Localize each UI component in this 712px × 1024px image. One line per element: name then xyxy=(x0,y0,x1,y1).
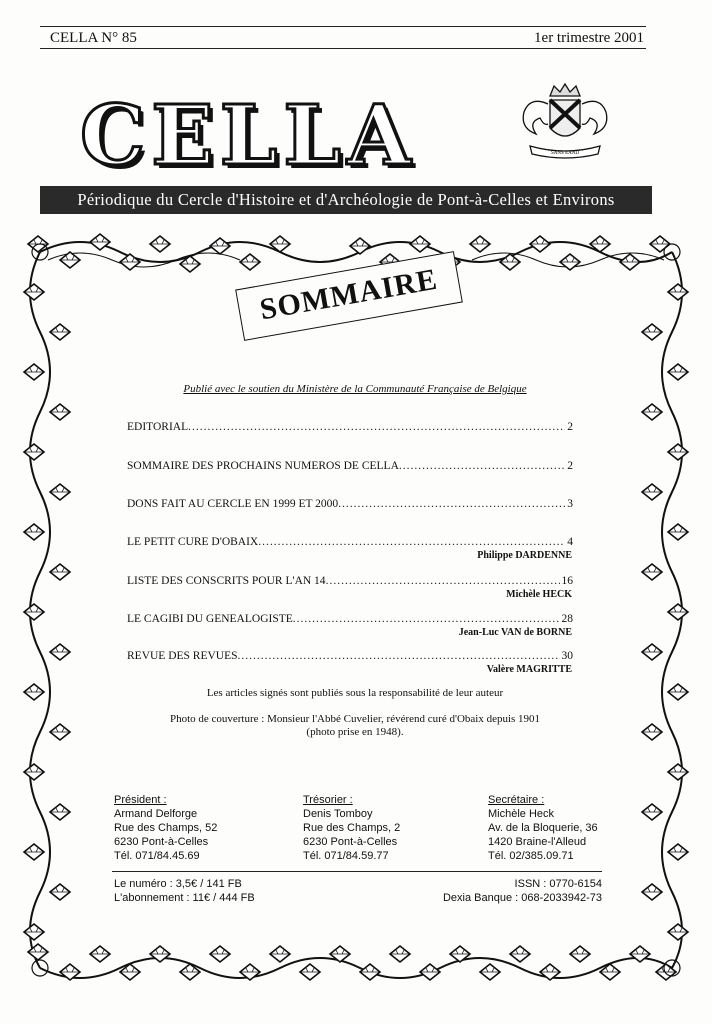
contact-president xyxy=(114,793,217,863)
header-rule xyxy=(40,48,646,49)
issn: ISSN : 0770-6154 xyxy=(514,878,602,890)
toc-page: 2 xyxy=(567,460,573,472)
ivy-frame-border xyxy=(20,232,692,988)
contact-city: 1420 Braine-l'Alleud xyxy=(488,836,587,848)
toc-entry xyxy=(127,613,573,625)
periodical-subtitle-band: Périodique du Cercle d'Histoire et d'Archéologie de Pont-à-Celles et Environs xyxy=(40,186,652,214)
contact-phone: Tél. 071/84.45.69 xyxy=(114,850,200,862)
responsibility-note: Les articles signés sont publiés sous la responsabilité de leur auteur xyxy=(206,687,504,699)
publication-identifiers xyxy=(443,877,602,905)
toc-entry xyxy=(127,575,573,587)
contact-street: Rue des Champs, 2 xyxy=(303,822,401,834)
toc-entry xyxy=(127,650,573,662)
toc-title: LISTE DES CONSCRITS POUR L'AN 14 xyxy=(127,575,326,587)
contact-name: Armand Delforge xyxy=(114,808,198,820)
contact-secretary xyxy=(488,793,598,863)
toc-title: LE PETIT CURE D'OBAIX xyxy=(127,536,259,548)
toc-author: Philippe DARDENNE xyxy=(477,550,572,561)
issue-date: 1er trimestre 2001 xyxy=(534,30,644,46)
toc-page: 30 xyxy=(561,650,573,662)
toc-page: 4 xyxy=(567,536,573,548)
issue-number: CELLA N° 85 xyxy=(50,30,137,46)
toc-author: Jean-Luc VAN de BORNE xyxy=(458,627,572,638)
toc-author: Michèle HECK xyxy=(506,589,572,600)
contact-name: Denis Tomboy xyxy=(303,808,373,820)
sommaire-stamp-text: SOMMAIRE xyxy=(257,262,441,327)
toc-title: REVUE DES REVUES xyxy=(127,650,238,662)
contact-role: Trésorier : xyxy=(303,794,353,806)
contact-role: Secrétaire : xyxy=(488,794,545,806)
toc-title: DONS FAIT AU CERCLE EN 1999 ET 2000 xyxy=(127,498,339,510)
coat-of-arms-icon xyxy=(510,82,620,166)
bank-account: Dexia Banque : 068-2033942-73 xyxy=(442,892,602,904)
toc-page: 16 xyxy=(561,575,573,587)
toc-title: SOMMAIRE DES PROCHAINS NUMEROS DE CELLA xyxy=(127,460,399,472)
toc-page: 3 xyxy=(567,498,573,510)
top-rule xyxy=(40,26,646,27)
contact-phone: Tél. 02/385.09.71 xyxy=(488,850,574,862)
contact-treasurer xyxy=(303,793,400,863)
cella-logo: CELLA xyxy=(80,88,417,184)
subscription-price: L'abonnement : 11€ / 444 FB xyxy=(114,892,255,904)
contact-name: Michèle Heck xyxy=(488,808,555,820)
contact-street: Av. de la Bloquerie, 36 xyxy=(488,822,598,834)
toc-author: Valère MAGRITTE xyxy=(486,664,572,675)
toc-title: LE CAGIBI DU GENEALOGISTE xyxy=(127,613,293,625)
contact-city: 6230 Pont-à-Celles xyxy=(114,836,209,848)
single-issue-price: Le numéro : 3,5€ / 141 FB xyxy=(114,878,242,890)
toc-entry xyxy=(127,460,573,472)
publication-support-note: Publié avec le soutien du Ministère de la Communauté Française de Belgique xyxy=(183,383,527,395)
contact-city: 6230 Pont-à-Celles xyxy=(303,836,398,848)
toc-title: EDITORIAL xyxy=(127,421,189,433)
contact-role: Président : xyxy=(114,794,167,806)
toc-page: 2 xyxy=(567,421,573,433)
toc-entry xyxy=(127,498,573,510)
cover-photo-line: Photo de couverture : Monsieur l'Abbé Cuvelier, révérend curé d'Obaix depuis 1901 xyxy=(169,713,541,725)
cover-photo-caption xyxy=(130,713,580,739)
contact-phone: Tél. 071/84.59.77 xyxy=(303,850,389,862)
svg-text:SANS EAND: SANS EAND xyxy=(551,151,579,156)
contact-street: Rue des Champs, 52 xyxy=(114,822,218,834)
toc-entry xyxy=(127,536,573,548)
footer-rule xyxy=(112,871,602,872)
toc-entry xyxy=(127,421,573,433)
subscription-prices xyxy=(114,877,255,905)
cover-photo-line: (photo prise en 1948). xyxy=(306,726,404,738)
toc-page: 28 xyxy=(561,613,573,625)
